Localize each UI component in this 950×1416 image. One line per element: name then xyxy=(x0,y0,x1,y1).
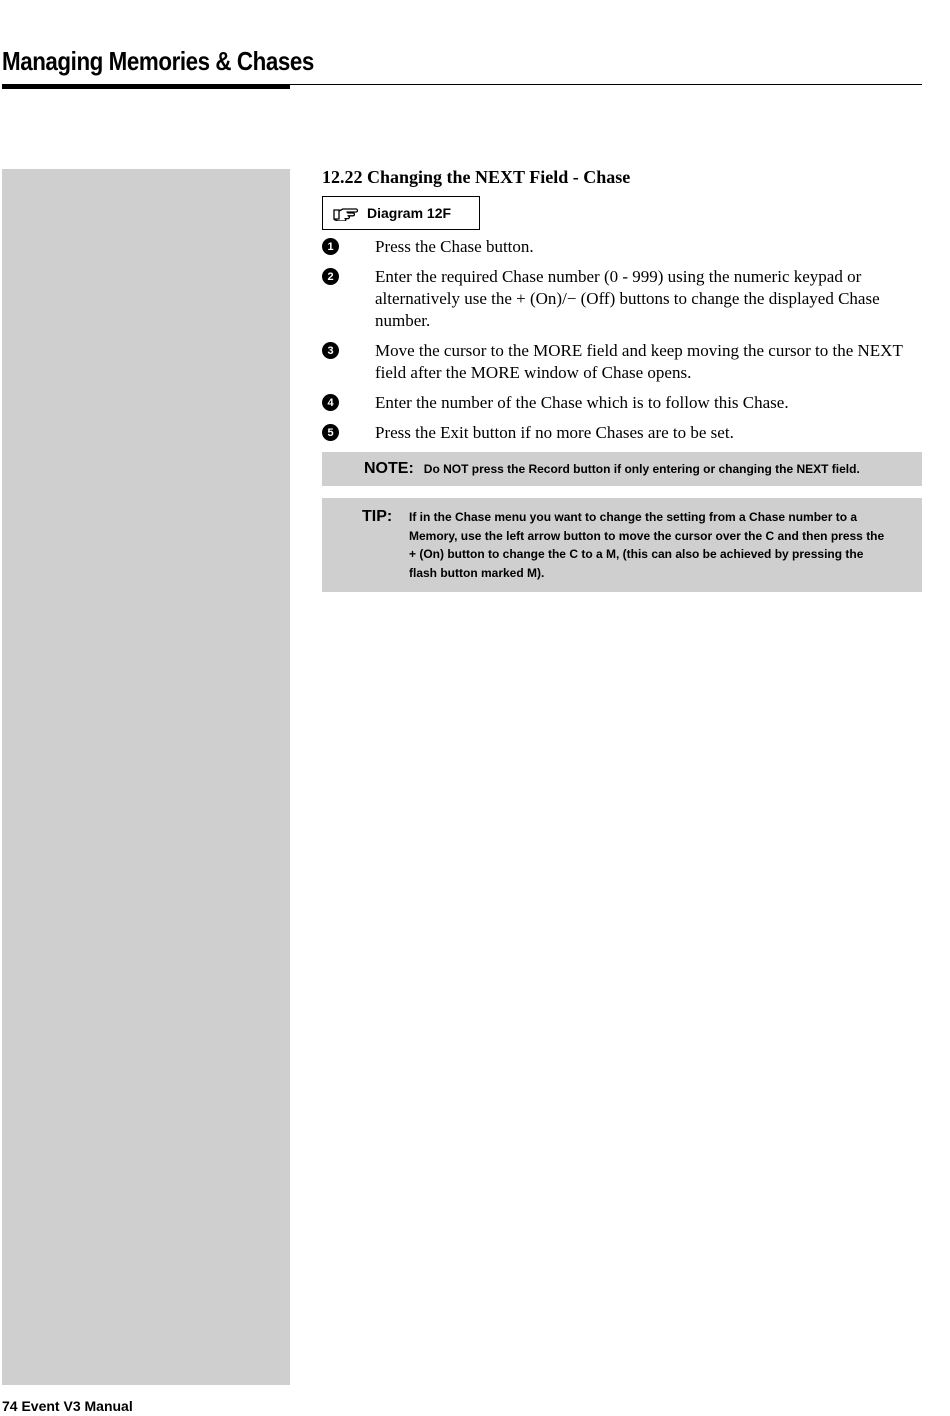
step-text: Press the Chase button. xyxy=(375,237,534,256)
step-item xyxy=(322,392,922,414)
pointing-hand-icon xyxy=(333,205,359,221)
step-item xyxy=(322,340,922,384)
header-rule-accent xyxy=(2,84,290,89)
tip-text: If in the Chase menu you want to change the setting from a Chase number to a Memory, use the left arrow button to move the cursor over the C and then press the + (On) button to change the C to a M, (this can also be achieved by pressing the flash button marked M). xyxy=(409,510,885,580)
step-item xyxy=(322,266,922,332)
margin-sidebar xyxy=(2,169,290,1385)
step-number: 4 xyxy=(322,394,339,411)
step-number: 1 xyxy=(322,238,339,255)
main-content xyxy=(322,166,922,592)
note-box xyxy=(322,452,922,486)
tip-label: TIP: xyxy=(362,508,393,525)
step-list xyxy=(322,236,922,444)
diagram-reference xyxy=(322,196,480,230)
section-heading: 12.22 Changing the NEXT Field - Chase xyxy=(322,167,631,187)
step-item xyxy=(322,236,922,258)
step-text: Press the Exit button if no more Chases are to be set. xyxy=(375,423,734,442)
step-text: Enter the required Chase number (0 - 999) using the numeric keypad or alternatively use the + (On)/− (Off) buttons to change the displayed Chase number. xyxy=(375,267,880,330)
step-number: 5 xyxy=(322,424,339,441)
tip-box xyxy=(322,498,922,592)
note-text: Do NOT press the Record button if only entering or changing the NEXT field. xyxy=(423,462,860,476)
page-header-title: Managing Memories & Chases xyxy=(2,46,314,76)
note-label: NOTE: xyxy=(364,460,414,477)
step-number: 2 xyxy=(322,268,339,285)
step-number: 3 xyxy=(322,342,339,359)
step-item xyxy=(322,422,922,444)
diagram-label: Diagram 12F xyxy=(367,205,452,221)
step-text: Enter the number of the Chase which is to follow this Chase. xyxy=(375,393,789,412)
page-footer: 74 Event V3 Manual xyxy=(2,1398,133,1414)
step-text: Move the cursor to the MORE field and keep moving the cursor to the NEXT field after the MORE window of Chase opens. xyxy=(375,341,903,382)
